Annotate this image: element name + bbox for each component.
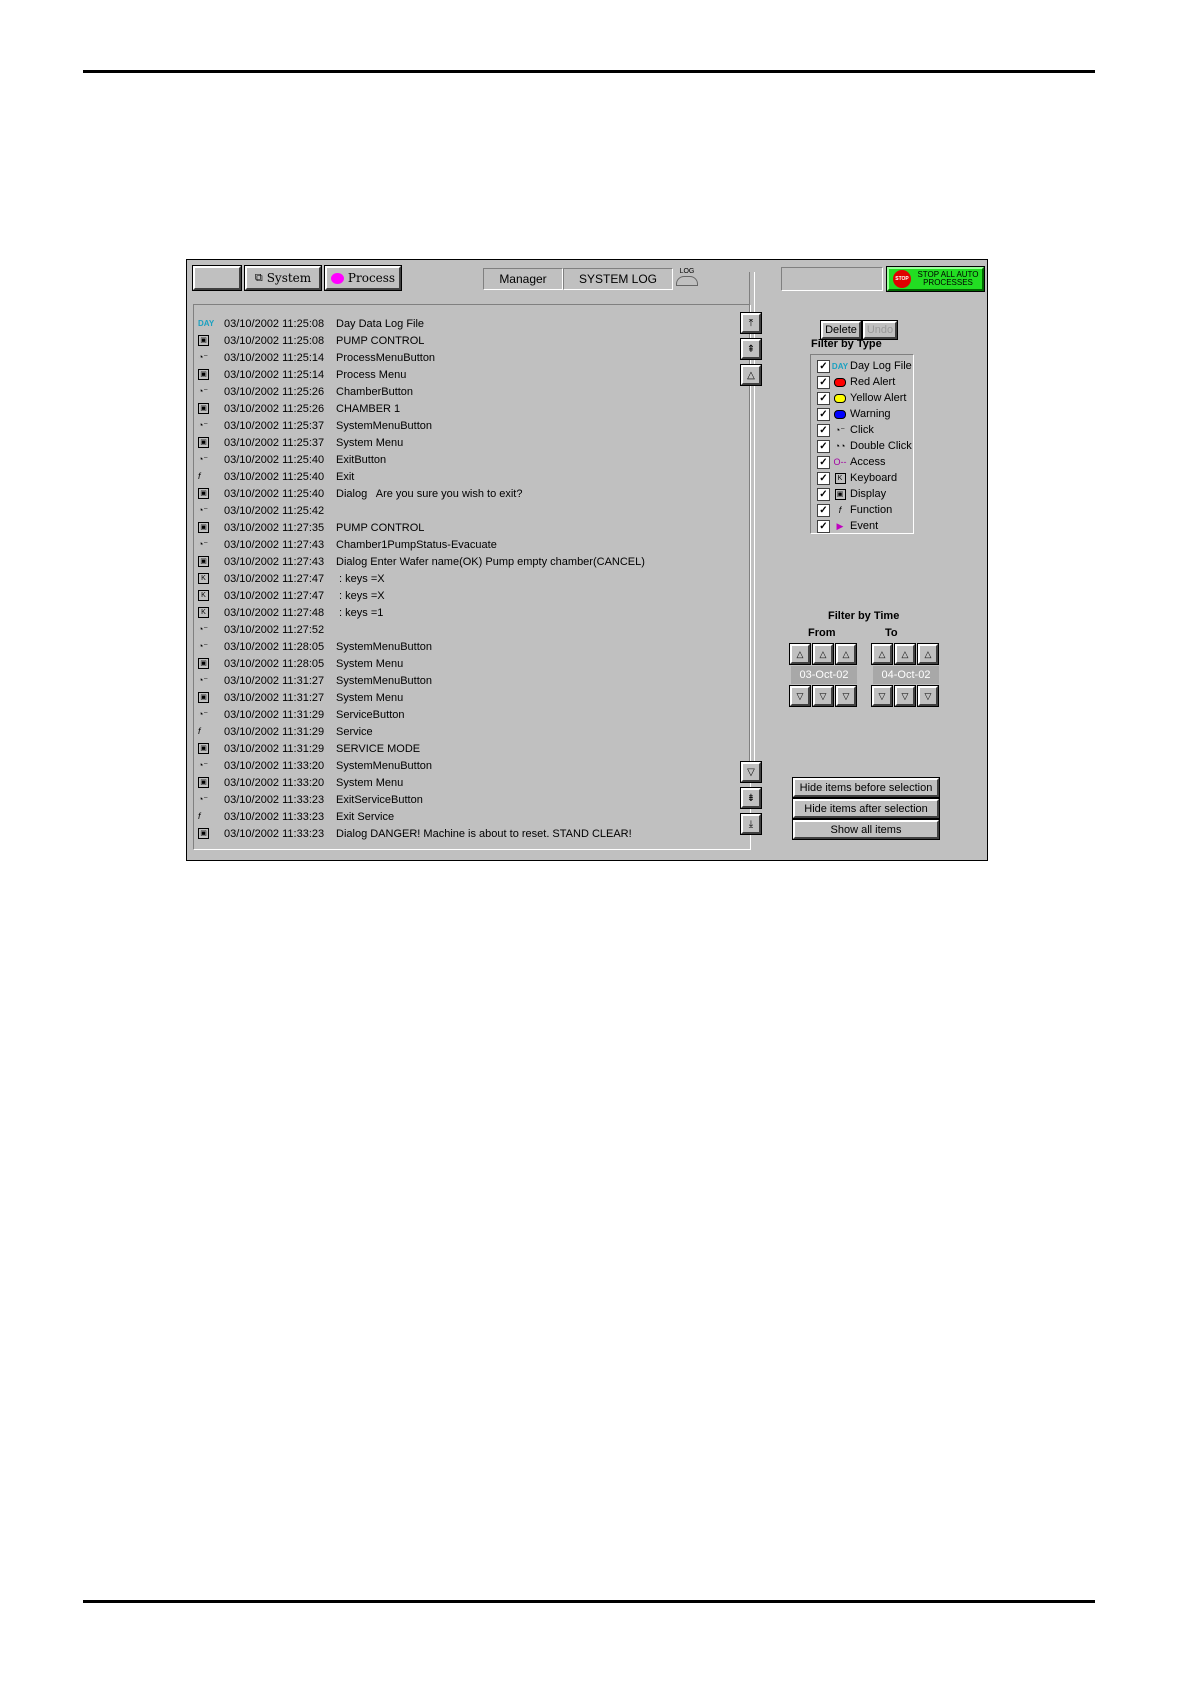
log-entry[interactable] [198, 808, 738, 825]
filter-label: Warning [850, 408, 891, 420]
log-entry-text: Process Menu [336, 368, 407, 381]
scroll-page-down-button[interactable]: ⇟ [741, 788, 761, 808]
key-icon: O‑‑ [833, 456, 847, 467]
day-log-icon: DAY [831, 361, 849, 371]
log-entry[interactable] [198, 315, 738, 332]
system-button[interactable] [245, 266, 321, 290]
log-entry-text: Exit Service [336, 810, 395, 823]
filter-icon-cell [833, 410, 847, 419]
log-entry-time: 03/10/2002 11:27:43 [224, 555, 325, 568]
filter-icon-cell [833, 458, 847, 467]
log-entry-time: 03/10/2002 11:33:23 [224, 793, 325, 806]
process-button-label: Process [347, 271, 396, 285]
hide-after-button[interactable]: Hide items after selection [793, 799, 939, 818]
filter-icon-cell [833, 394, 847, 403]
stop-all-label: STOP ALL AUTO PROCESSES [917, 270, 979, 287]
log-entry-icon-cell [198, 658, 224, 669]
log-entry-time: 03/10/2002 11:25:40 [224, 487, 325, 500]
filter-label: Red Alert [850, 376, 896, 388]
click-icon: ◔⁻ [198, 794, 209, 804]
page-rule-top [83, 70, 1095, 73]
keyboard-icon: K [198, 607, 209, 618]
click-icon: ◔⁻ [198, 624, 209, 634]
filter-item[interactable] [811, 518, 913, 534]
log-entry[interactable] [198, 366, 738, 383]
log-entry-icon-cell [198, 812, 224, 821]
log-entry-text: : keys =X [336, 572, 385, 585]
log-entry[interactable] [198, 417, 738, 434]
log-entry[interactable] [198, 519, 738, 536]
filter-label: Yellow Alert [850, 392, 907, 404]
log-entry-time: 03/10/2002 11:25:08 [224, 317, 325, 330]
log-entry-time: 03/10/2002 11:31:27 [224, 674, 325, 687]
filter-label: Day Log File [850, 360, 912, 372]
log-entry-time: 03/10/2002 11:28:05 [224, 657, 325, 670]
filter-checkbox[interactable]: ✓ [817, 408, 830, 421]
log-entry-icon-cell [198, 590, 224, 601]
log-entry-icon-cell [198, 455, 224, 464]
log-entry-time: 03/10/2002 11:33:20 [224, 776, 325, 789]
from-month-down-button[interactable]: ▽ [813, 686, 833, 706]
log-entry-time: 03/10/2002 11:27:43 [224, 538, 325, 551]
system-log-window [186, 259, 988, 861]
log-entry-icon-cell [198, 642, 224, 651]
log-entry-icon-cell [198, 335, 224, 346]
filter-label: Double Click [850, 440, 912, 452]
filter-checkbox[interactable]: ✓ [817, 456, 830, 469]
manager-label [483, 268, 563, 290]
click-icon: ◔⁻ [198, 760, 209, 770]
from-year-up-button[interactable]: △ [836, 644, 856, 664]
log-entry-text: ProcessMenuButton [336, 351, 436, 364]
log-entry-text: System Menu [336, 691, 404, 704]
log-entry-text: Service [336, 725, 373, 738]
display-icon: ▣ [198, 403, 209, 414]
click-icon: ◔⁻ [198, 352, 209, 362]
log-entry[interactable] [198, 723, 738, 740]
from-label: From [808, 627, 836, 639]
filter-checkbox[interactable]: ✓ [817, 392, 830, 405]
log-entry[interactable] [198, 825, 738, 842]
log-entry-text: SystemMenuButton [336, 674, 432, 687]
log-entry-time: 03/10/2002 11:33:20 [224, 759, 325, 772]
function-icon: f [198, 471, 201, 481]
keyboard-icon: K [198, 573, 209, 584]
log-entry-text: ChamberButton [336, 385, 414, 398]
log-entry-icon-cell [198, 556, 224, 567]
log-entry-text: System Menu [336, 776, 404, 789]
keyboard-icon: K [198, 590, 209, 601]
filter-item[interactable] [811, 438, 913, 454]
filter-item[interactable] [811, 390, 913, 406]
from-day-up-button[interactable]: △ [790, 644, 810, 664]
scroll-up-button[interactable]: △ [741, 365, 761, 385]
log-entry-text: PUMP CONTROL [336, 521, 425, 534]
click-icon: ◔⁻ [198, 709, 209, 719]
log-entry-time: 03/10/2002 11:31:27 [224, 691, 325, 704]
undo-button[interactable]: Undo [863, 321, 897, 339]
log-entry-time: 03/10/2002 11:25:14 [224, 351, 325, 364]
log-entry-time: 03/10/2002 11:25:37 [224, 419, 325, 432]
log-entry-time: 03/10/2002 11:25:40 [224, 470, 325, 483]
log-entry-time: 03/10/2002 11:25:42 [224, 504, 325, 517]
log-entry-time: 03/10/2002 11:27:52 [224, 623, 325, 636]
log-entry[interactable] [198, 400, 738, 417]
filter-icon-cell [833, 522, 847, 531]
log-entry-icon-cell [198, 676, 224, 685]
click-icon: ◔⁻ [198, 386, 209, 396]
red-dot-icon [834, 378, 846, 387]
filter-label: Click [850, 424, 874, 436]
log-entry[interactable] [198, 621, 738, 638]
filter-label: Event [850, 520, 879, 532]
blank-button[interactable] [193, 266, 241, 290]
filter-item[interactable] [811, 486, 913, 502]
log-entry-time: 03/10/2002 11:25:37 [224, 436, 325, 449]
log-entry-time: 03/10/2002 11:33:23 [224, 827, 325, 840]
log-entry-text: System Menu [336, 657, 404, 670]
click-icon: ◔⁻ [834, 424, 846, 435]
log-entry-text: Exit [336, 470, 355, 483]
hide-before-button[interactable]: Hide items before selection [793, 778, 939, 797]
function-icon: f [838, 504, 842, 515]
page-title-text: SYSTEM LOG [578, 272, 658, 286]
filter-icon-cell [833, 506, 847, 515]
double-click-icon: ◔◔ [834, 440, 846, 451]
filter-checkbox[interactable]: ✓ [817, 520, 830, 533]
log-entry-time: 03/10/2002 11:28:05 [224, 640, 325, 653]
log-entry-text: Day Data Log File [336, 317, 425, 330]
display-icon: ▣ [198, 556, 209, 567]
log-entry[interactable] [198, 502, 738, 519]
click-icon: ◔⁻ [198, 454, 209, 464]
log-entry-time: 03/10/2002 11:25:08 [224, 334, 325, 347]
to-year-down-button[interactable]: ▽ [918, 686, 938, 706]
display-icon: ▣ [835, 489, 846, 500]
log-entry-icon-cell [198, 828, 224, 839]
from-year-down-button[interactable]: ▽ [836, 686, 856, 706]
scroll-page-up-button[interactable]: ⇞ [741, 339, 761, 359]
flag-icon: ▶ [836, 520, 844, 531]
click-icon: ◔⁻ [198, 505, 209, 515]
filter-icon-cell [833, 426, 847, 435]
display-icon: ▣ [198, 369, 209, 380]
blue-dot-icon [834, 410, 846, 419]
filter-label: Access [850, 456, 886, 468]
log-entry-icon-cell [198, 727, 224, 736]
log-entry[interactable] [198, 791, 738, 808]
log-entry-icon-cell [198, 488, 224, 499]
click-icon: ◔⁻ [198, 675, 209, 685]
log-entry-time: 03/10/2002 11:27:48 [224, 606, 325, 619]
filter-checkbox[interactable]: ✓ [817, 440, 830, 453]
filter-icon-cell [833, 489, 847, 500]
log-list[interactable] [198, 315, 738, 842]
log-entry[interactable] [198, 451, 738, 468]
log-entry-text: Dialog DANGER! Machine is about to reset. STAND CLEAR! [336, 827, 632, 840]
log-entry[interactable] [198, 553, 738, 570]
filter-item[interactable] [811, 454, 913, 470]
log-entry-icon-cell [198, 777, 224, 788]
log-entry[interactable] [198, 434, 738, 451]
to-month-up-button[interactable]: △ [895, 644, 915, 664]
stop-sign-icon [893, 270, 911, 288]
log-entry-icon-cell [198, 761, 224, 770]
log-entry-icon-cell [198, 710, 224, 719]
log-entry[interactable] [198, 587, 738, 604]
to-label: To [885, 627, 898, 639]
to-day-down-button[interactable]: ▽ [872, 686, 892, 706]
log-entry[interactable] [198, 672, 738, 689]
log-entry-text: SystemMenuButton [336, 759, 432, 772]
log-entry-time: 03/10/2002 11:31:29 [224, 708, 325, 721]
filter-checkbox[interactable]: ✓ [817, 504, 830, 517]
log-entry-icon-cell [198, 522, 224, 533]
log-entry[interactable] [198, 706, 738, 723]
log-entry-text: SERVICE MODE [336, 742, 421, 755]
scroll-top-button[interactable]: ⤒ [741, 313, 761, 333]
log-entry[interactable] [198, 740, 738, 757]
log-entry-icon-cell [198, 387, 224, 396]
day-log-icon: DAY [198, 319, 215, 328]
display-icon: ▣ [198, 658, 209, 669]
log-entry[interactable] [198, 570, 738, 587]
log-entry[interactable] [198, 349, 738, 366]
click-icon: ◔⁻ [198, 420, 209, 430]
to-year-up-button[interactable]: △ [918, 644, 938, 664]
filter-label: Display [850, 488, 887, 500]
log-entry[interactable] [198, 383, 738, 400]
filter-item[interactable] [811, 374, 913, 390]
log-entry[interactable] [198, 757, 738, 774]
log-entry[interactable] [198, 604, 738, 621]
display-icon: ▣ [198, 335, 209, 346]
log-entry-icon-cell [198, 369, 224, 380]
log-entry[interactable] [198, 536, 738, 553]
log-entry-time: 03/10/2002 11:25:40 [224, 453, 325, 466]
log-entry[interactable] [198, 689, 738, 706]
log-entry-icon-cell [198, 795, 224, 804]
delete-button[interactable]: Delete [821, 321, 861, 339]
log-entry-text: PUMP CONTROL [336, 334, 425, 347]
log-entry-icon-cell [198, 421, 224, 430]
log-entry-icon-cell [198, 506, 224, 515]
show-all-button[interactable]: Show all items [793, 820, 939, 839]
log-entry-time: 03/10/2002 11:27:47 [224, 589, 325, 602]
log-entry-text: ServiceButton [336, 708, 405, 721]
filter-icon-cell [833, 362, 847, 371]
log-entry-icon-cell [198, 540, 224, 549]
filter-item[interactable] [811, 422, 913, 438]
log-entry-time: 03/10/2002 11:27:47 [224, 572, 325, 585]
display-icon: ▣ [198, 777, 209, 788]
log-entry[interactable] [198, 655, 738, 672]
click-icon: ◔⁻ [198, 539, 209, 549]
filter-icon-cell [833, 473, 847, 484]
log-entry-icon-cell [198, 625, 224, 634]
process-icon [331, 273, 344, 284]
display-icon: ▣ [198, 488, 209, 499]
log-entry-text: : keys =X [336, 589, 385, 602]
log-entry[interactable] [198, 485, 738, 502]
log-entry[interactable] [198, 332, 738, 349]
log-entry-text: Dialog Enter Wafer name(OK) Pump empty chamber(CANCEL) [336, 555, 645, 568]
filter-label: Function [850, 504, 893, 516]
log-entry-icon-cell [198, 573, 224, 584]
log-entry-time: 03/10/2002 11:31:29 [224, 742, 325, 755]
from-day-down-button[interactable]: ▽ [790, 686, 810, 706]
log-entry-text: Dialog Are you sure you wish to exit? [336, 487, 523, 500]
log-entry-text: SystemMenuButton [336, 640, 432, 653]
filter-checkbox[interactable]: ✓ [817, 376, 830, 389]
log-entry-text: Chamber1PumpStatus-Evacuate [336, 538, 497, 551]
system-button-label: System [266, 271, 312, 285]
log-entry[interactable] [198, 468, 738, 485]
to-month-down-button[interactable]: ▽ [895, 686, 915, 706]
filter-label: Keyboard [850, 472, 898, 484]
log-entry-icon-cell [198, 692, 224, 703]
filter-checkbox[interactable]: ✓ [817, 424, 830, 437]
display-icon: ▣ [198, 743, 209, 754]
log-entry-text: ExitServiceButton [336, 793, 423, 806]
filter-item[interactable] [811, 406, 913, 422]
log-entry-time: 03/10/2002 11:31:29 [224, 725, 325, 738]
log-entry-text: ExitButton [336, 453, 387, 466]
click-icon: ◔⁻ [198, 641, 209, 651]
log-badge: LOG [679, 268, 695, 275]
log-entry-icon-cell [198, 403, 224, 414]
filter-type-list [810, 354, 914, 534]
filter-by-type-title: Filter by Type [811, 338, 882, 350]
stop-all-button[interactable] [887, 267, 984, 291]
yellow-dot-icon [834, 394, 846, 403]
log-entry-time: 03/10/2002 11:33:23 [224, 810, 325, 823]
process-button[interactable] [325, 266, 401, 290]
manager-text: Manager [499, 272, 547, 286]
page-rule-bottom [83, 1600, 1095, 1603]
log-entry-text: CHAMBER 1 [336, 402, 401, 415]
log-entry-icon-cell [198, 437, 224, 448]
log-entry-time: 03/10/2002 11:25:26 [224, 402, 325, 415]
scroll-down-button[interactable]: ▽ [741, 762, 761, 782]
log-entry-icon-cell [198, 743, 224, 754]
keyboard-icon: K [835, 473, 846, 484]
log-entry-icon-cell [198, 472, 224, 481]
from-month-up-button[interactable]: △ [813, 644, 833, 664]
scroll-bottom-button[interactable]: ⤓ [741, 814, 761, 834]
log-entry-time: 03/10/2002 11:25:14 [224, 368, 325, 381]
log-entry-icon-cell [198, 607, 224, 618]
from-date-display: 03-Oct-02 [791, 666, 857, 684]
function-icon: f [198, 811, 201, 821]
log-entry-time: 03/10/2002 11:27:35 [224, 521, 325, 534]
to-day-up-button[interactable]: △ [872, 644, 892, 664]
log-entry-time: 03/10/2002 11:25:26 [224, 385, 325, 398]
log-gauge-icon [675, 268, 699, 288]
filter-checkbox[interactable]: ✓ [817, 360, 830, 373]
network-icon: ⧉ [254, 271, 263, 284]
toolbar [187, 260, 987, 296]
filter-icon-cell [833, 378, 847, 387]
log-entry[interactable] [198, 774, 738, 791]
log-entry-icon-cell [198, 353, 224, 362]
filter-checkbox[interactable]: ✓ [817, 472, 830, 485]
filter-item[interactable] [811, 470, 913, 486]
display-icon: ▣ [198, 692, 209, 703]
log-entry[interactable] [198, 638, 738, 655]
page-title [563, 268, 673, 290]
filter-item[interactable] [811, 502, 913, 518]
filter-by-time-title: Filter by Time [828, 610, 900, 622]
function-icon: f [198, 726, 201, 736]
filter-item[interactable] [811, 358, 913, 374]
display-icon: ▣ [198, 437, 209, 448]
log-entry-text: : keys =1 [336, 606, 384, 619]
to-date-display: 04-Oct-02 [873, 666, 939, 684]
display-icon: ▣ [198, 522, 209, 533]
log-entry-text: SystemMenuButton [336, 419, 432, 432]
log-list-panel[interactable] [193, 304, 751, 850]
status-field [781, 267, 883, 291]
display-icon: ▣ [198, 828, 209, 839]
filter-icon-cell [833, 442, 847, 451]
filter-checkbox[interactable]: ✓ [817, 488, 830, 501]
stop-sign-text: STOP [895, 276, 909, 282]
log-entry-text: System Menu [336, 436, 404, 449]
log-entry-icon-cell [198, 319, 224, 328]
